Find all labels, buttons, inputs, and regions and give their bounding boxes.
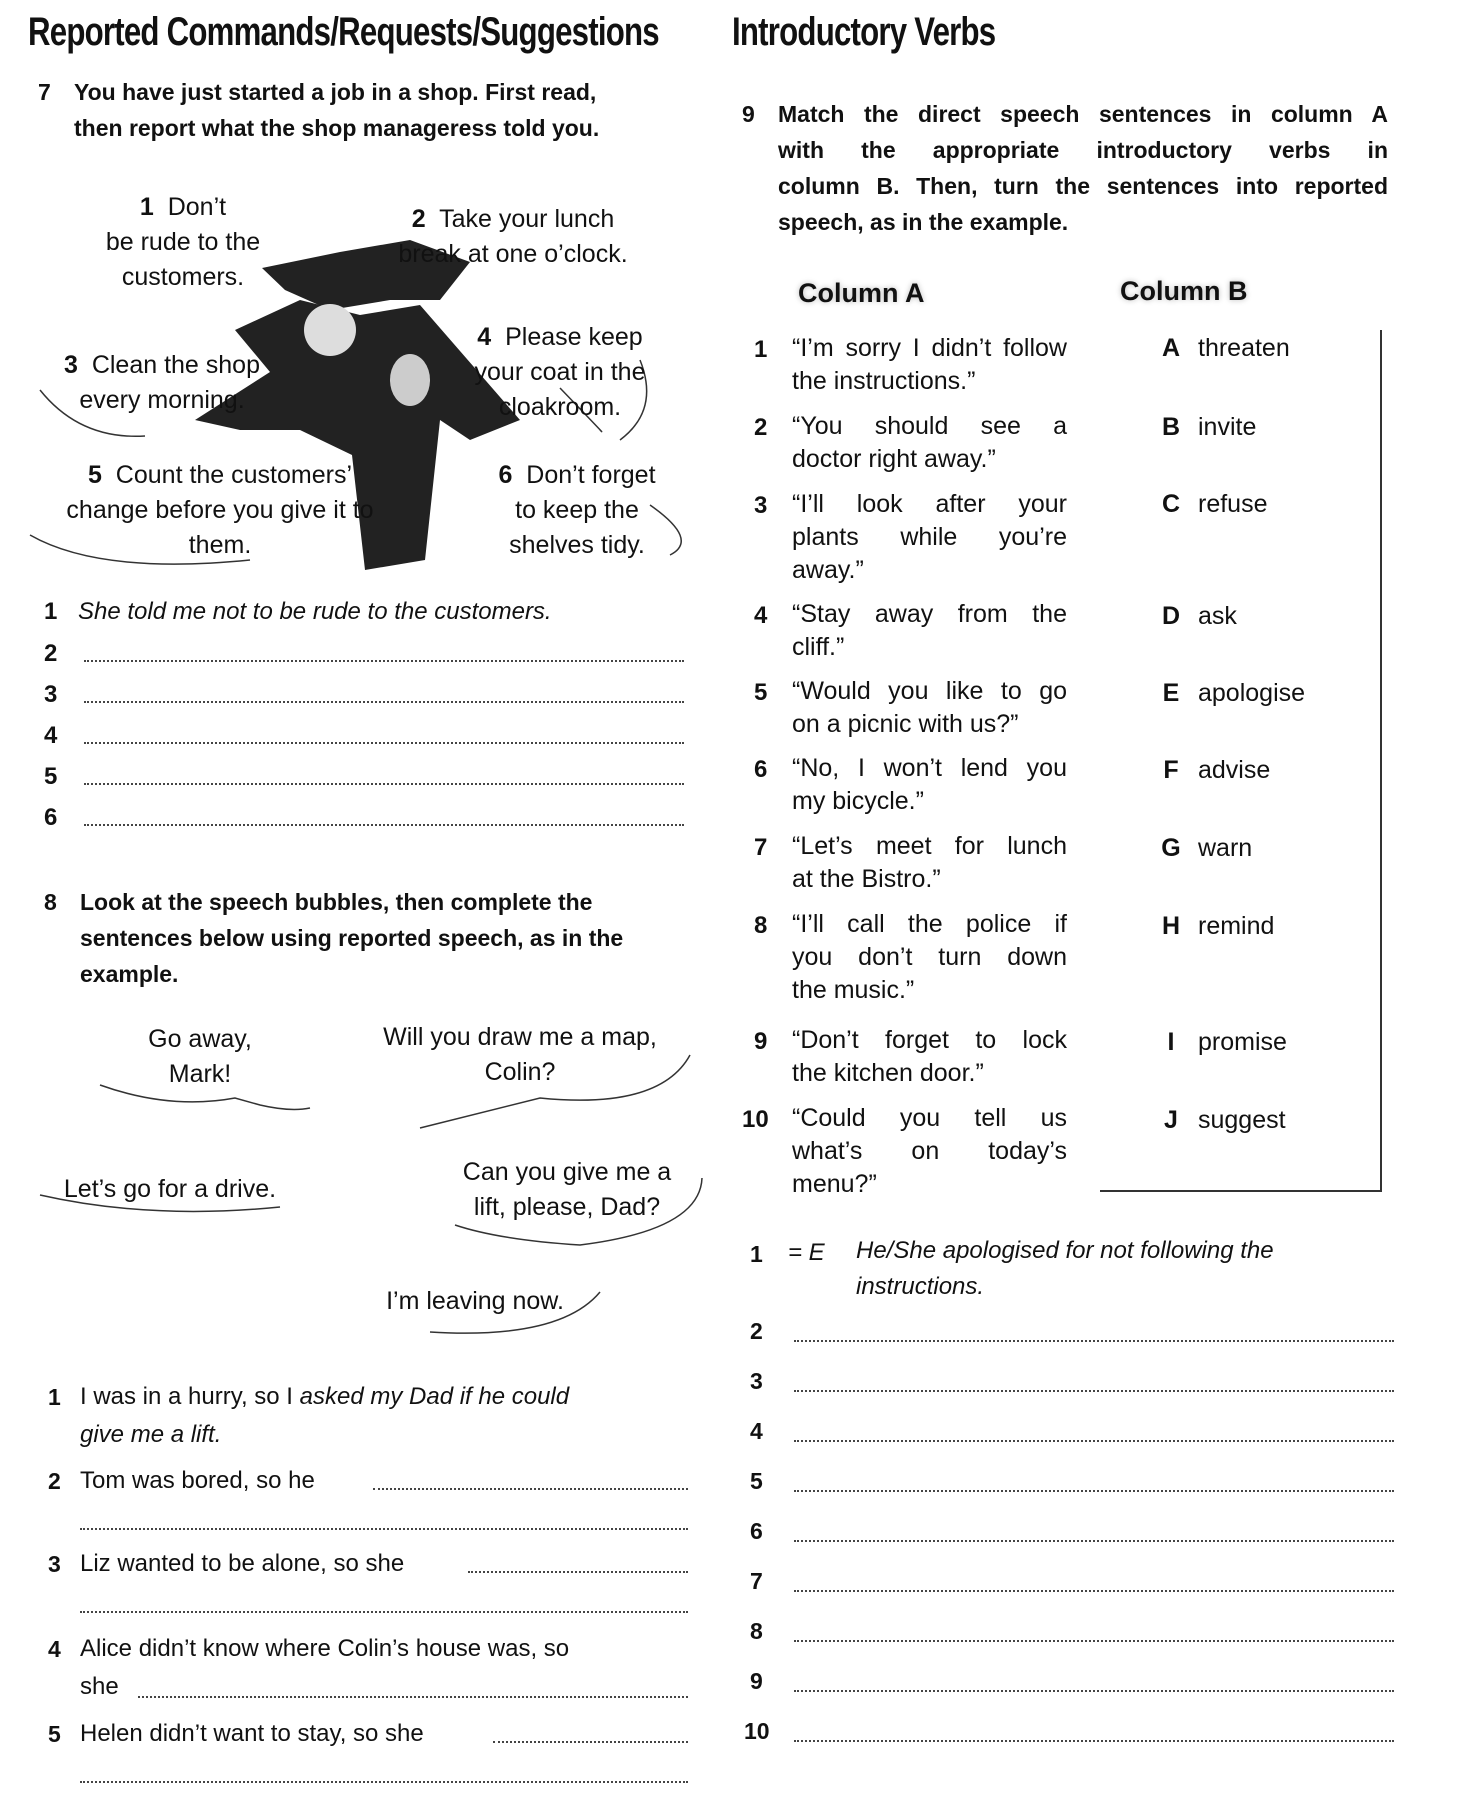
exercise-9-number: 9 (742, 101, 755, 127)
exercise-8-number: 8 (44, 889, 57, 915)
ex9-answer-2[interactable] (744, 1318, 1394, 1350)
column-a-item-6-text (792, 752, 1067, 818)
column-a-item-2-num: 2 (754, 414, 768, 441)
exercise-9-line-2: with the appropriate introductory verbs in (778, 137, 1388, 163)
column-a-item-8-line-2: you don’t turn down (792, 943, 1067, 971)
bubble-7-1-line-2: be rude to the (105, 228, 261, 256)
ex8-sentence-2-text: Tom was bored, so he (80, 1467, 315, 1494)
column-a-item-10-text (792, 1102, 1067, 1201)
exercise-9-instructions (742, 96, 1392, 246)
ex9-answer-3[interactable] (744, 1368, 1394, 1400)
ex9-answer-6-line[interactable] (794, 1540, 1394, 1542)
ex8-sentence-4-line-2: she (80, 1673, 119, 1700)
column-a-item-10-line-1: “Could you tell us (792, 1104, 1067, 1132)
ex7-answer-3-line[interactable] (84, 701, 684, 703)
column-a-item-8-line-3: the music.” (792, 976, 915, 1004)
ex7-answer-6-line[interactable] (84, 824, 684, 826)
column-b-item-H-letter: H (1161, 912, 1181, 940)
column-a-item-4-line-2: cliff.” (792, 633, 845, 661)
bubble-7-3-num: 3 (64, 351, 78, 379)
bubble-8-2-line-2: Colin? (484, 1058, 556, 1086)
bubble-7-2-num: 2 (411, 205, 426, 233)
bubble-8-2-line-1: Will you draw me a map, (383, 1023, 657, 1051)
column-a-item-2-text (792, 410, 1067, 476)
bubble-7-4-num: 4 (477, 323, 492, 351)
ex8-sentence-3-line-b[interactable] (80, 1611, 688, 1613)
bubble-7-5-num: 5 (87, 461, 102, 489)
bubble-8-3 (50, 1172, 290, 1207)
ex8-sentence-1-text (80, 1378, 690, 1454)
exercise-9-line-1: Match the direct speech sentences in column A (778, 101, 1388, 127)
ex8-sentence-5-text: Helen didn’t want to stay, so she (80, 1720, 424, 1747)
ex9-example-match: = E (788, 1239, 825, 1266)
column-b-item-E-verb: apologise (1198, 679, 1306, 707)
column-a-item-5-line-2: on a picnic with us?” (792, 710, 1019, 738)
column-b-item-A-verb: threaten (1198, 334, 1290, 362)
exercise-8-instructions (44, 884, 694, 994)
column-a-item-6-line-1: “No, I won’t lend you (792, 754, 1067, 782)
ex8-sentence-4-num: 4 (48, 1636, 61, 1662)
ex9-answer-8-num: 8 (750, 1618, 763, 1644)
ex9-answer-9[interactable] (744, 1668, 1394, 1700)
column-b-item-H (1152, 912, 1274, 941)
column-b-item-A-letter: A (1161, 334, 1181, 362)
ex8-sentence-4-plain: Alice didn’t know where Colin’s house was, so (80, 1635, 570, 1662)
ex9-answer-2-num: 2 (750, 1318, 763, 1344)
column-a-item-10-line-3: menu?” (792, 1170, 877, 1198)
ex8-sentence-1-line-2: give me a lift. (80, 1421, 222, 1448)
ex8-sentence-5-line-b[interactable] (80, 1781, 688, 1783)
column-b-item-I (1152, 1028, 1287, 1057)
ex8-sentence-3[interactable] (48, 1545, 688, 1625)
ex8-sentence-2-line-b[interactable] (80, 1528, 688, 1530)
column-b-item-G (1152, 834, 1252, 863)
column-b-item-D-letter: D (1161, 602, 1181, 630)
ex7-answer-5-num: 5 (44, 763, 58, 790)
bubble-7-5-line-2: change before you give it to (66, 496, 374, 524)
column-b-item-B-verb: invite (1198, 413, 1257, 441)
ex7-answer-5[interactable] (44, 763, 684, 793)
ex9-answer-5-num: 5 (750, 1468, 763, 1494)
bubble-7-4 (455, 320, 665, 425)
ex9-answer-10-line[interactable] (794, 1740, 1394, 1742)
ex8-sentence-4-text (80, 1630, 690, 1706)
column-a-item-10-line-2: what’s on today’s (792, 1137, 1067, 1165)
column-b-item-E (1152, 679, 1305, 708)
ex9-answer-9-num: 9 (750, 1668, 763, 1694)
ex9-answer-3-num: 3 (750, 1368, 763, 1394)
bubble-7-6-line-2: to keep the (515, 496, 639, 524)
column-b-item-F (1152, 756, 1270, 785)
column-a-item-9-line-2: the kitchen door.” (792, 1059, 984, 1087)
ex7-answer-4[interactable] (44, 722, 684, 752)
bubble-8-5-line-1: I’m leaving now. (386, 1287, 564, 1315)
exercise-7-line-2: then report what the shop manageress told you. (74, 115, 600, 141)
column-a-item-10-num: 10 (742, 1106, 769, 1133)
exercise-7-line-1: You have just started a job in a shop. First read, (74, 79, 597, 105)
bubble-7-2 (378, 202, 648, 272)
exercise-8-line-2: sentences below using reported speech, as in the (80, 925, 624, 951)
ex8-sentence-2-line-a[interactable] (373, 1488, 688, 1490)
ex7-answer-6[interactable] (44, 804, 684, 834)
column-a-item-8-line-1: “I’ll call the police if (792, 910, 1067, 938)
bubble-7-2-line-1: Take your lunch (439, 205, 615, 233)
bubble-7-5-line-3: them. (188, 531, 252, 559)
bubble-8-2 (360, 1020, 680, 1090)
bubble-7-4-line-1: Please keep (505, 323, 643, 351)
ex9-answer-10[interactable] (744, 1718, 1394, 1750)
ex9-answer-5[interactable] (744, 1468, 1394, 1500)
bubble-7-5-line-1: Count the customers’ (115, 461, 353, 489)
ex9-example-answer (750, 1237, 1390, 1317)
column-b-item-B (1152, 413, 1256, 442)
ex9-example-text (856, 1233, 1274, 1305)
ex8-sentence-1-num: 1 (48, 1384, 61, 1410)
ex8-sentence-2-num: 2 (48, 1468, 61, 1494)
bubble-8-4 (442, 1155, 692, 1225)
column-a-item-3-line-2: plants while you’re (792, 523, 1067, 551)
column-a-item-1-line-1: “I’m sorry I didn’t follow (792, 334, 1067, 362)
column-b-item-J-letter: J (1164, 1106, 1178, 1134)
column-a-item-4-text (792, 598, 1067, 664)
ex7-answer-2-line[interactable] (84, 660, 684, 662)
column-b-item-C-letter: C (1161, 490, 1181, 518)
ex8-sentence-1-italic: asked my Dad if he could (299, 1383, 570, 1410)
bubble-8-1-line-2: Mark! (168, 1060, 232, 1088)
column-a-item-9-text (792, 1024, 1067, 1090)
column-a-item-4-line-1: “Stay away from the (792, 600, 1067, 628)
ex7-answer-3-num: 3 (44, 681, 58, 708)
bubble-7-6-num: 6 (498, 461, 513, 489)
bubble-7-3-line-1: Clean the shop (91, 351, 260, 379)
ex9-example-line-1: He/She apologised for not following the (856, 1237, 1274, 1264)
column-b-item-D-verb: ask (1198, 602, 1237, 630)
bubble-7-4-line-3: cloakroom. (498, 393, 622, 421)
ex8-sentence-4[interactable] (48, 1630, 688, 1710)
column-a-item-1-line-2: the instructions.” (792, 367, 976, 395)
bubble-8-1 (110, 1022, 290, 1092)
bubble-7-5 (45, 458, 395, 563)
column-b-item-C-verb: refuse (1198, 490, 1268, 518)
ex9-example-line-2: instructions. (856, 1273, 985, 1300)
exercise-9-line-3: column B. Then, turn the sentences into reported (778, 173, 1388, 199)
left-section-title: Reported Commands/Requests/Suggestions (28, 10, 659, 54)
column-a-item-3-text (792, 488, 1067, 587)
column-a-item-2-line-1: “You should see a (792, 412, 1067, 440)
bubble-7-2-line-2: break at one o’clock. (398, 240, 628, 268)
bubble-8-5 (370, 1284, 580, 1319)
ex7-answer-3[interactable] (44, 681, 684, 711)
ex8-sentence-5-num: 5 (48, 1721, 61, 1747)
column-a-item-9-num: 9 (754, 1028, 768, 1055)
bubble-8-4-line-1: Can you give me a (462, 1158, 672, 1186)
ex9-answer-7-line[interactable] (794, 1590, 1394, 1592)
column-b-item-F-verb: advise (1198, 756, 1271, 784)
bubble-7-3 (52, 348, 272, 418)
bubble-8-1-line-1: Go away, (148, 1025, 252, 1053)
column-a-item-7-num: 7 (754, 834, 768, 861)
column-b-item-D (1152, 602, 1237, 631)
ex8-sentence-3-num: 3 (48, 1551, 61, 1577)
column-b-item-B-letter: B (1161, 413, 1181, 441)
ex9-answer-3-line[interactable] (794, 1390, 1394, 1392)
column-b-item-C (1152, 490, 1267, 519)
bubble-8-3-line-1: Let’s go for a drive. (63, 1175, 277, 1203)
ex9-answer-4-line[interactable] (794, 1440, 1394, 1442)
exercise-8-line-1: Look at the speech bubbles, then complete the (80, 889, 593, 915)
ex7-answer-6-num: 6 (44, 804, 58, 831)
bubble-7-1-num: 1 (139, 193, 154, 221)
ex7-answer-2-num: 2 (44, 640, 58, 667)
ex7-answer-1-num: 1 (44, 598, 58, 625)
column-b-heading: Column B (1120, 276, 1248, 306)
column-a-heading: Column A (798, 278, 925, 308)
column-a-item-5-line-1: “Would you like to go (792, 677, 1067, 705)
column-a-item-2-line-2: doctor right away.” (792, 445, 996, 473)
bubble-7-6-line-3: shelves tidy. (509, 531, 645, 559)
ex8-sentence-2[interactable] (48, 1462, 688, 1542)
column-a-item-7-line-2: at the Bistro.” (792, 865, 941, 893)
column-b-item-H-verb: remind (1198, 912, 1275, 940)
ex8-sentence-5[interactable] (48, 1715, 688, 1795)
ex7-answer-1-text: She told me not to be rude to the customers. (78, 598, 552, 625)
column-a-item-1-num: 1 (754, 336, 768, 363)
bubble-7-4-line-2: your coat in the (474, 358, 646, 386)
column-a-item-3-line-1: “I’ll look after your (792, 490, 1067, 518)
column-b-item-J-verb: suggest (1198, 1106, 1286, 1134)
ex7-answer-5-line[interactable] (84, 783, 684, 785)
bubble-7-1-line-3: customers. (121, 263, 245, 291)
column-a-item-5-num: 5 (754, 679, 768, 706)
ex9-answer-10-num: 10 (744, 1718, 770, 1744)
column-b-item-E-letter: E (1162, 679, 1180, 707)
column-a-item-8-text (792, 908, 1067, 1007)
ex9-answer-4-num: 4 (750, 1418, 763, 1444)
right-section-title: Introductory Verbs (732, 10, 996, 54)
column-b-item-A (1152, 334, 1290, 363)
column-b-item-I-verb: promise (1198, 1028, 1287, 1056)
ex9-answer-2-line[interactable] (794, 1340, 1394, 1342)
ex9-answer-5-line[interactable] (794, 1490, 1394, 1492)
ex9-answer-4[interactable] (744, 1418, 1394, 1450)
bubble-7-1-line-1: Don’t (167, 193, 227, 221)
bubble-7-3-line-2: every morning. (79, 386, 245, 414)
column-a-item-7-text (792, 830, 1067, 896)
column-a-item-3-line-3: away.” (792, 556, 864, 584)
column-b-item-G-verb: warn (1198, 834, 1253, 862)
column-a-item-1-text (792, 332, 1067, 398)
ex9-answer-6-num: 6 (750, 1518, 763, 1544)
exercise-8-line-3: example. (80, 961, 179, 987)
column-a-item-6-line-2: my bicycle.” (792, 787, 924, 815)
ex7-answer-4-num: 4 (44, 722, 58, 749)
column-a-item-6-num: 6 (754, 756, 768, 783)
ex9-answer-7[interactable] (744, 1568, 1394, 1600)
ex9-example-num: 1 (750, 1241, 763, 1267)
exercise-9-line-4: speech, as in the example. (778, 209, 1069, 235)
ex9-answer-8-line[interactable] (794, 1640, 1394, 1642)
bubble-8-4-line-2: lift, please, Dad? (473, 1193, 661, 1221)
bubble-7-6-line-1: Don’t forget (526, 461, 656, 489)
ex8-sentence-5-line-a[interactable] (493, 1741, 688, 1743)
column-a-item-4-num: 4 (754, 602, 768, 629)
ex9-answer-6[interactable] (744, 1518, 1394, 1550)
bubble-7-1 (88, 190, 278, 295)
exercise-7-number: 7 (38, 79, 51, 105)
column-b-item-I-letter: I (1167, 1028, 1175, 1056)
ex8-sentence-1-plain: I was in a hurry, so I (80, 1383, 300, 1410)
column-a-item-9-line-1: “Don’t forget to lock (792, 1026, 1067, 1054)
ex7-answer-2[interactable] (44, 640, 684, 670)
ex7-answer-1 (44, 598, 684, 628)
ex7-answer-4-line[interactable] (84, 742, 684, 744)
ex8-sentence-1 (48, 1378, 688, 1458)
ex9-answer-7-num: 7 (750, 1568, 763, 1594)
ex8-sentence-4-line[interactable] (138, 1696, 688, 1698)
ex8-sentence-3-line-a[interactable] (468, 1571, 688, 1573)
column-a-item-8-num: 8 (754, 912, 768, 939)
column-b-item-G-letter: G (1161, 834, 1181, 862)
bubble-7-6 (472, 458, 682, 563)
ex9-answer-9-line[interactable] (794, 1690, 1394, 1692)
column-b-item-F-letter: F (1163, 756, 1179, 784)
column-a-item-5-text (792, 675, 1067, 741)
ex8-sentence-3-text: Liz wanted to be alone, so she (80, 1550, 405, 1577)
column-b-item-J (1152, 1106, 1286, 1135)
column-a-item-3-num: 3 (754, 492, 768, 519)
column-a-item-7-line-1: “Let’s meet for lunch (792, 832, 1067, 860)
ex9-answer-8[interactable] (744, 1618, 1394, 1650)
